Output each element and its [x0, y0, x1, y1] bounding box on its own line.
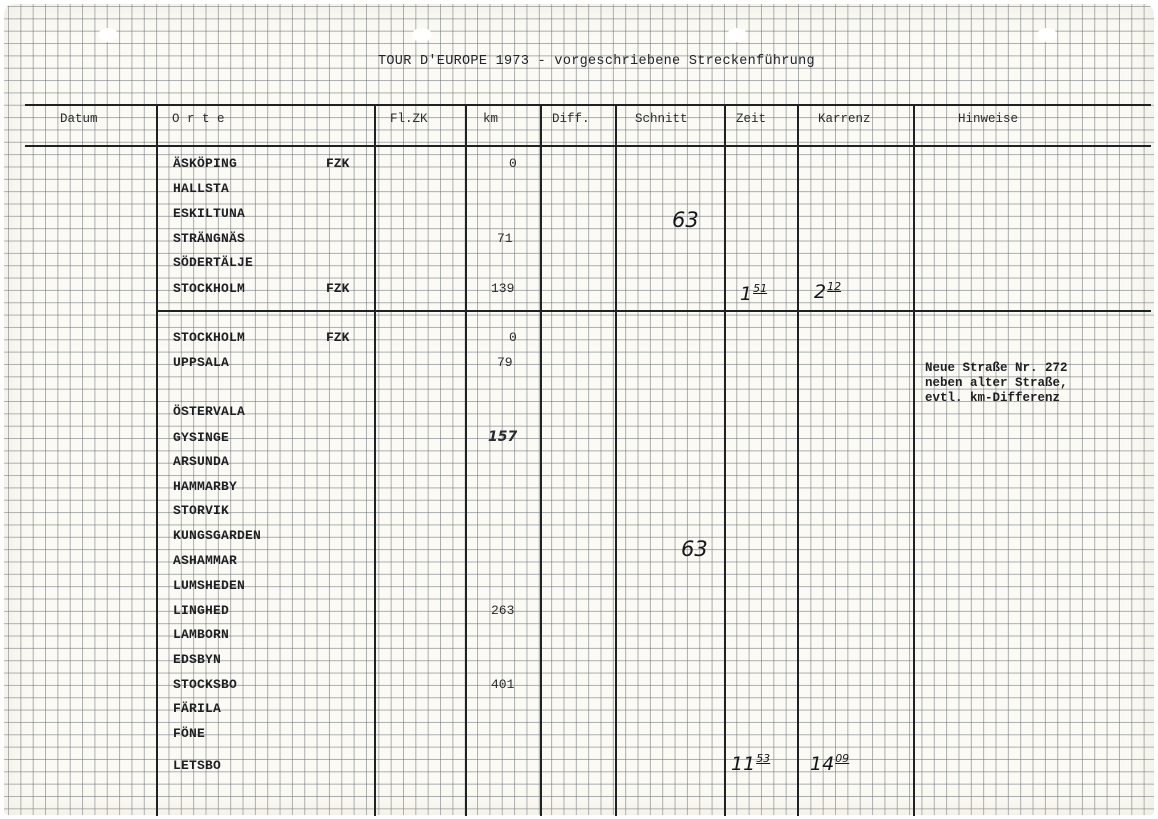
- schnitt-handwritten: 63: [672, 208, 699, 232]
- hinweis-line: evtl. km-Differenz: [925, 391, 1061, 405]
- flzk-marker: FZK: [326, 156, 350, 171]
- hinweis-line: neben alter Straße,: [925, 376, 1068, 390]
- zeit-minutes: 51: [753, 282, 768, 295]
- header-zeit: Zeit: [736, 112, 767, 126]
- km-value: 139: [491, 281, 515, 296]
- header-bottom-rule: [25, 145, 1151, 147]
- km-value: 0: [509, 330, 517, 345]
- route-city: STORVIK: [173, 503, 230, 518]
- column-rule-orte: [156, 104, 158, 816]
- karrenz-hours: 14: [810, 753, 835, 775]
- zeit-handwritten: [740, 282, 767, 305]
- karrenz-hours: 2: [814, 281, 827, 303]
- route-city: STOCKHOLM: [173, 281, 246, 296]
- header-orte: O r t e: [172, 112, 225, 126]
- header-hinweise: Hinweise: [958, 112, 1019, 126]
- km-value: 401: [491, 677, 515, 692]
- karrenz-minutes: 09: [835, 752, 850, 765]
- km-value: 157: [488, 429, 518, 445]
- hinweis-line: Neue Straße Nr. 272: [925, 361, 1068, 375]
- column-rule-km: [465, 104, 467, 816]
- flzk-marker: FZK: [326, 281, 350, 296]
- km-value: 71: [497, 231, 513, 246]
- route-city: STRÄNGNÄS: [173, 231, 246, 246]
- karrenz-minutes: 12: [827, 280, 842, 293]
- route-city: LAMBORN: [173, 627, 230, 642]
- route-city: ASHAMMAR: [173, 553, 238, 568]
- route-city: ÄSKÖPING: [173, 156, 238, 171]
- route-city: FÄRILA: [173, 701, 222, 716]
- km-value: 263: [491, 603, 515, 618]
- punch-hole: [412, 28, 432, 42]
- punch-hole: [1037, 28, 1057, 42]
- column-rule-karrenz: [797, 104, 799, 816]
- route-city: STOCKSBO: [173, 677, 238, 692]
- punch-hole: [98, 28, 118, 42]
- header-datum: Datum: [60, 112, 98, 126]
- route-city: HALLSTA: [173, 181, 230, 196]
- route-city: HAMMARBY: [173, 479, 238, 494]
- km-value: 79: [497, 355, 513, 370]
- column-rule-diff: [540, 104, 542, 816]
- route-city: LUMSHEDEN: [173, 578, 246, 593]
- column-rule-flzk: [374, 104, 376, 816]
- route-city: SÖDERTÄLJE: [173, 255, 254, 270]
- flzk-marker: FZK: [326, 330, 350, 345]
- section-divider-rule: [158, 310, 1151, 312]
- karrenz-handwritten: [814, 280, 841, 303]
- column-rule-zeit: [724, 104, 726, 816]
- schnitt-handwritten: 63: [681, 537, 708, 561]
- column-rule-hinweise: [913, 104, 915, 816]
- punch-hole: [727, 28, 747, 42]
- route-city: EDSBYN: [173, 652, 222, 667]
- route-city: STOCKHOLM: [173, 330, 246, 345]
- zeit-hours: 1: [740, 283, 753, 305]
- header-km: km: [483, 112, 499, 126]
- hinweis-note: [925, 361, 1068, 406]
- header-flzk: Fl.ZK: [390, 112, 428, 126]
- route-city: GYSINGE: [173, 430, 230, 445]
- header-karrenz: Karrenz: [818, 112, 871, 126]
- route-city: FÖNE: [173, 726, 206, 741]
- route-city: LETSBO: [173, 758, 222, 773]
- zeit-hours: 11: [731, 753, 756, 775]
- route-city: ESKILTUNA: [173, 206, 246, 221]
- route-city: ARSUNDA: [173, 454, 230, 469]
- table-top-rule: [25, 104, 1151, 106]
- page-title: TOUR D'EUROPE 1973 - vorgeschriebene Streckenführung: [378, 54, 815, 69]
- zeit-handwritten: [731, 752, 770, 775]
- route-city: KUNGSGARDEN: [173, 528, 262, 543]
- header-diff: Diff.: [552, 112, 590, 126]
- zeit-minutes: 53: [756, 752, 771, 765]
- route-city: LINGHED: [173, 603, 230, 618]
- column-rule-schnitt: [615, 104, 617, 816]
- karrenz-handwritten: [810, 752, 849, 775]
- route-city: ÖSTERVALA: [173, 404, 246, 419]
- route-city: UPPSALA: [173, 355, 230, 370]
- header-schnitt: Schnitt: [635, 112, 688, 126]
- km-value: 0: [509, 156, 517, 171]
